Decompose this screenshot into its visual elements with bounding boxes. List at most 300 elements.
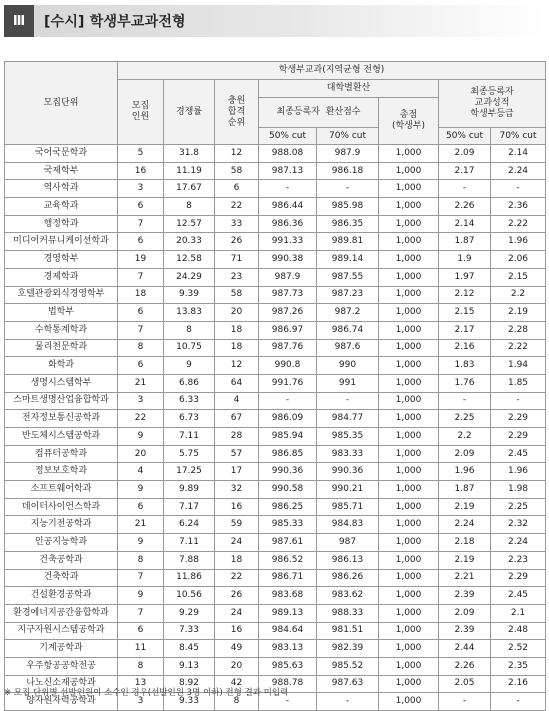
cell-score-70cut: 987 (317, 534, 379, 552)
cell-score-50cut: - (259, 693, 317, 711)
cell-grade-50cut: 2.25 (439, 410, 491, 428)
table-row (5, 622, 546, 640)
cell-score-70cut: 985.35 (317, 428, 379, 446)
cell-score-50cut: 991.33 (259, 233, 317, 251)
cell-grade-70cut: - (491, 693, 546, 711)
cell-competition-rate: 9.13 (164, 657, 215, 675)
cell-competition-rate: 10.75 (164, 339, 215, 357)
cell-competition-rate: 8 (164, 198, 215, 216)
cell-grade-50cut: 2.09 (439, 445, 491, 463)
cell-unit-name: 호텔관광외식경영학부 (5, 286, 118, 304)
cell-score-50cut: 987.9 (259, 268, 317, 286)
cell-quota: 3 (118, 180, 164, 198)
cell-waitlist-rank: 24 (215, 604, 259, 622)
cell-unit-name: 건축학과 (5, 569, 118, 587)
cell-total-score: 1,000 (379, 304, 439, 322)
cell-quota: 3 (118, 693, 164, 711)
cell-score-70cut: 983.33 (317, 445, 379, 463)
table-row (5, 233, 546, 251)
cell-unit-name: 지능기전공학과 (5, 516, 118, 534)
cell-grade-70cut: 2.22 (491, 339, 546, 357)
cell-unit-name: 물리천문학과 (5, 339, 118, 357)
cell-grade-70cut: - (491, 180, 546, 198)
cell-unit-name: 생명시스템학부 (5, 374, 118, 392)
cell-score-50cut: 986.97 (259, 321, 317, 339)
cell-score-50cut: 983.68 (259, 587, 317, 605)
cell-waitlist-rank: 57 (215, 445, 259, 463)
table-row (5, 428, 546, 446)
cell-score-70cut: 986.13 (317, 551, 379, 569)
cell-score-70cut: 987.23 (317, 286, 379, 304)
cell-total-score: 1,000 (379, 162, 439, 180)
cell-unit-name: 화학과 (5, 357, 118, 375)
cell-quota: 21 (118, 516, 164, 534)
header-total: 총점 (학생부) (379, 98, 439, 145)
cell-competition-rate: 12.57 (164, 215, 215, 233)
cell-competition-rate: 8.92 (164, 675, 215, 693)
cell-waitlist-rank: 26 (215, 587, 259, 605)
cell-waitlist-rank: 20 (215, 304, 259, 322)
cell-competition-rate: 9.89 (164, 481, 215, 499)
cell-quota: 7 (118, 569, 164, 587)
cell-waitlist-rank: 67 (215, 410, 259, 428)
cell-quota: 3 (118, 392, 164, 410)
cell-score-50cut: 991.76 (259, 374, 317, 392)
cell-total-score: 1,000 (379, 428, 439, 446)
cell-waitlist-rank: 59 (215, 516, 259, 534)
cell-competition-rate: 7.11 (164, 534, 215, 552)
cell-grade-50cut: - (439, 180, 491, 198)
cell-waitlist-rank: 8 (215, 693, 259, 711)
cell-score-50cut: 986.52 (259, 551, 317, 569)
table-row (5, 357, 546, 375)
table-row (5, 286, 546, 304)
cell-grade-70cut: 1.85 (491, 374, 546, 392)
cell-score-70cut: 987.9 (317, 145, 379, 163)
cell-waitlist-rank: 23 (215, 268, 259, 286)
cell-competition-rate: 10.56 (164, 587, 215, 605)
cell-quota: 6 (118, 304, 164, 322)
cell-competition-rate: 20.33 (164, 233, 215, 251)
cell-unit-name: 지구자원시스템공학과 (5, 622, 118, 640)
cell-unit-name: 데이터사이언스학과 (5, 498, 118, 516)
table-row (5, 569, 546, 587)
cell-grade-50cut: 2.21 (439, 569, 491, 587)
cell-grade-50cut: 2.2 (439, 428, 491, 446)
cell-unit-name: 기계공학과 (5, 640, 118, 658)
cell-unit-name: 건축공학과 (5, 551, 118, 569)
cell-quota: 21 (118, 374, 164, 392)
cell-waitlist-rank: 20 (215, 657, 259, 675)
table-row (5, 551, 546, 569)
cell-competition-rate: 8 (164, 321, 215, 339)
cell-grade-50cut: 2.17 (439, 321, 491, 339)
cell-score-70cut: 991 (317, 374, 379, 392)
cell-quota: 7 (118, 268, 164, 286)
cell-grade-50cut: 1.96 (439, 463, 491, 481)
table-row (5, 374, 546, 392)
cell-quota: 13 (118, 675, 164, 693)
cell-score-70cut: 982.39 (317, 640, 379, 658)
cell-waitlist-rank: 42 (215, 675, 259, 693)
cell-grade-50cut: 1.97 (439, 268, 491, 286)
cell-competition-rate: 9.29 (164, 604, 215, 622)
cell-grade-70cut: 2.29 (491, 410, 546, 428)
cell-total-score: 1,000 (379, 534, 439, 552)
cell-grade-50cut: 2.39 (439, 587, 491, 605)
cell-total-score: 1,000 (379, 587, 439, 605)
cell-waitlist-rank: 12 (215, 357, 259, 375)
cell-unit-name: 스마트생명산업융합학과 (5, 392, 118, 410)
table-row (5, 304, 546, 322)
cell-waitlist-rank: 58 (215, 162, 259, 180)
cell-grade-70cut: 2.52 (491, 640, 546, 658)
cell-unit-name: 정보보호학과 (5, 463, 118, 481)
cell-total-score: 1,000 (379, 551, 439, 569)
cell-grade-70cut: 1.98 (491, 481, 546, 499)
cell-quota: 18 (118, 286, 164, 304)
cell-unit-name: 교육학과 (5, 198, 118, 216)
cell-quota: 9 (118, 481, 164, 499)
cell-score-50cut: 985.33 (259, 516, 317, 534)
cell-unit-name: 법학부 (5, 304, 118, 322)
cell-waitlist-rank: 33 (215, 215, 259, 233)
cell-grade-70cut: 2.14 (491, 145, 546, 163)
cell-competition-rate: 17.67 (164, 180, 215, 198)
table-row (5, 251, 546, 269)
cell-waitlist-rank: 28 (215, 428, 259, 446)
cell-score-50cut: 985.94 (259, 428, 317, 446)
cell-total-score: 1,000 (379, 357, 439, 375)
admission-results-table (4, 61, 546, 711)
cell-unit-name: 경영학부 (5, 251, 118, 269)
cell-total-score: 1,000 (379, 445, 439, 463)
cell-total-score: 1,000 (379, 145, 439, 163)
cell-grade-50cut: 2.16 (439, 339, 491, 357)
table-row (5, 339, 546, 357)
cell-unit-name: 건설환경공학과 (5, 587, 118, 605)
cell-score-70cut: - (317, 180, 379, 198)
cell-quota: 4 (118, 463, 164, 481)
cell-grade-70cut: 1.96 (491, 233, 546, 251)
cell-score-70cut: 983.62 (317, 587, 379, 605)
cell-quota: 8 (118, 657, 164, 675)
table-row (5, 657, 546, 675)
table-row (5, 145, 546, 163)
cell-waitlist-rank: 18 (215, 551, 259, 569)
cell-unit-name: 나노신소재공학과 (5, 675, 118, 693)
cell-waitlist-rank: 22 (215, 198, 259, 216)
cell-quota: 6 (118, 198, 164, 216)
cell-competition-rate: 24.29 (164, 268, 215, 286)
cell-grade-70cut: 2.28 (491, 321, 546, 339)
cell-grade-50cut: 1.87 (439, 233, 491, 251)
cell-grade-50cut: 2.14 (439, 215, 491, 233)
cell-waitlist-rank: 64 (215, 374, 259, 392)
header-univ: 대학별환산 (259, 80, 439, 98)
cell-score-70cut: 981.51 (317, 622, 379, 640)
cell-grade-50cut: 2.26 (439, 198, 491, 216)
table-row (5, 321, 546, 339)
cell-unit-name: 경제학과 (5, 268, 118, 286)
cell-quota: 6 (118, 357, 164, 375)
cell-quota: 6 (118, 498, 164, 516)
cell-unit-name: 소프트웨어학과 (5, 481, 118, 499)
cell-unit-name: 행정학과 (5, 215, 118, 233)
cell-quota: 16 (118, 162, 164, 180)
header-quota: 모집 인원 (118, 80, 164, 145)
cell-grade-70cut: 2.19 (491, 304, 546, 322)
cell-grade-70cut: 2.32 (491, 516, 546, 534)
cell-total-score: 1,000 (379, 410, 439, 428)
cell-score-50cut: 990.8 (259, 357, 317, 375)
cell-score-70cut: 985.52 (317, 657, 379, 675)
cell-quota: 9 (118, 534, 164, 552)
table-row (5, 463, 546, 481)
cell-score-70cut: 986.74 (317, 321, 379, 339)
header-grade: 최종등록자 교과성적 학생부등급 (439, 80, 546, 128)
cell-grade-70cut: 1.94 (491, 357, 546, 375)
header-score-50cut: 50% cut (259, 128, 317, 145)
cell-score-70cut: 986.26 (317, 569, 379, 587)
cell-competition-rate: 7.17 (164, 498, 215, 516)
cell-waitlist-rank: 26 (215, 233, 259, 251)
cell-score-50cut: 986.25 (259, 498, 317, 516)
cell-waitlist-rank: 49 (215, 640, 259, 658)
cell-competition-rate: 6.24 (164, 516, 215, 534)
cell-quota: 22 (118, 410, 164, 428)
cell-score-50cut: 986.09 (259, 410, 317, 428)
header-score-70cut: 70% cut (317, 128, 379, 145)
cell-score-50cut: - (259, 180, 317, 198)
cell-grade-70cut: 2.29 (491, 428, 546, 446)
cell-quota: 8 (118, 551, 164, 569)
cell-score-50cut: 989.13 (259, 604, 317, 622)
cell-score-70cut: 989.14 (317, 251, 379, 269)
cell-score-50cut: 990.36 (259, 463, 317, 481)
cell-grade-70cut: 2.24 (491, 534, 546, 552)
cell-grade-50cut: 2.17 (439, 162, 491, 180)
section-number: Ⅲ (4, 5, 34, 37)
cell-grade-70cut: 2.36 (491, 198, 546, 216)
cell-unit-name: 반도체시스템공학과 (5, 428, 118, 446)
cell-score-70cut: 990.21 (317, 481, 379, 499)
cell-total-score: 1,000 (379, 374, 439, 392)
cell-grade-50cut: 2.26 (439, 657, 491, 675)
cell-grade-50cut: 2.15 (439, 304, 491, 322)
cell-score-50cut: 986.71 (259, 569, 317, 587)
cell-total-score: 1,000 (379, 392, 439, 410)
cell-grade-50cut: 1.9 (439, 251, 491, 269)
header-rank: 충원 합격 순위 (215, 80, 259, 145)
cell-quota: 19 (118, 251, 164, 269)
cell-grade-70cut: 2.23 (491, 551, 546, 569)
cell-quota: 7 (118, 604, 164, 622)
cell-competition-rate: 7.33 (164, 622, 215, 640)
cell-quota: 7 (118, 215, 164, 233)
cell-competition-rate: 6.73 (164, 410, 215, 428)
cell-quota: 9 (118, 428, 164, 446)
table-row (5, 410, 546, 428)
table-row (5, 587, 546, 605)
header-rate: 경쟁률 (164, 80, 215, 145)
cell-score-70cut: 986.35 (317, 215, 379, 233)
cell-total-score: 1,000 (379, 498, 439, 516)
cell-score-70cut: 984.83 (317, 516, 379, 534)
cell-grade-50cut: 2.19 (439, 498, 491, 516)
cell-score-50cut: 987.61 (259, 534, 317, 552)
cell-grade-50cut: 2.24 (439, 516, 491, 534)
cell-grade-70cut: 2.15 (491, 268, 546, 286)
cell-grade-70cut: 2.25 (491, 498, 546, 516)
cell-score-70cut: 984.77 (317, 410, 379, 428)
table-row (5, 534, 546, 552)
cell-score-70cut: - (317, 693, 379, 711)
table-row (5, 640, 546, 658)
cell-total-score: 1,000 (379, 339, 439, 357)
cell-grade-70cut: 2.24 (491, 162, 546, 180)
cell-waitlist-rank: 22 (215, 569, 259, 587)
cell-unit-name: 역사학과 (5, 180, 118, 198)
cell-grade-70cut: 2.2 (491, 286, 546, 304)
cell-total-score: 1,000 (379, 180, 439, 198)
cell-score-50cut: - (259, 392, 317, 410)
table-row (5, 180, 546, 198)
footnote: ※ 모집 단위별 선발인원이 소수인 경우(선발인원 3명 이하) 전형 결과 미입력 (4, 688, 289, 698)
cell-grade-70cut: 2.06 (491, 251, 546, 269)
cell-grade-50cut: 2.19 (439, 551, 491, 569)
cell-grade-70cut: 2.29 (491, 569, 546, 587)
cell-competition-rate: 11.86 (164, 569, 215, 587)
cell-unit-name: 양자원자력공학과 (5, 693, 118, 711)
cell-total-score: 1,000 (379, 463, 439, 481)
cell-waitlist-rank: 16 (215, 622, 259, 640)
cell-grade-50cut: 2.44 (439, 640, 491, 658)
cell-waitlist-rank: 71 (215, 251, 259, 269)
cell-grade-70cut: 2.16 (491, 675, 546, 693)
cell-score-70cut: 985.98 (317, 198, 379, 216)
cell-grade-50cut: 1.87 (439, 481, 491, 499)
cell-total-score: 1,000 (379, 640, 439, 658)
cell-grade-70cut: 2.1 (491, 604, 546, 622)
cell-quota: 20 (118, 445, 164, 463)
cell-total-score: 1,000 (379, 251, 439, 269)
cell-competition-rate: 17.25 (164, 463, 215, 481)
cell-quota: 6 (118, 622, 164, 640)
cell-total-score: 1,000 (379, 268, 439, 286)
table-row (5, 198, 546, 216)
header-group: 학생부교과(지역균형 전형) (118, 62, 546, 80)
cell-score-70cut: 987.63 (317, 675, 379, 693)
cell-competition-rate: 11.19 (164, 162, 215, 180)
cell-unit-name: 우주항공공학전공 (5, 657, 118, 675)
cell-competition-rate: 12.58 (164, 251, 215, 269)
cell-score-70cut: 987.55 (317, 268, 379, 286)
table-row (5, 516, 546, 534)
cell-score-50cut: 986.44 (259, 198, 317, 216)
table-row (5, 481, 546, 499)
cell-total-score: 1,000 (379, 675, 439, 693)
cell-grade-50cut: 1.76 (439, 374, 491, 392)
cell-grade-50cut: - (439, 392, 491, 410)
cell-score-50cut: 985.63 (259, 657, 317, 675)
cell-score-50cut: 986.85 (259, 445, 317, 463)
cell-competition-rate: 13.83 (164, 304, 215, 322)
cell-score-70cut: 986.18 (317, 162, 379, 180)
cell-total-score: 1,000 (379, 657, 439, 675)
cell-waitlist-rank: 18 (215, 339, 259, 357)
cell-total-score: 1,000 (379, 233, 439, 251)
cell-competition-rate: 7.88 (164, 551, 215, 569)
cell-quota: 7 (118, 321, 164, 339)
cell-waitlist-rank: 6 (215, 180, 259, 198)
table-row (5, 392, 546, 410)
cell-grade-50cut: 2.09 (439, 145, 491, 163)
cell-score-70cut: 990 (317, 357, 379, 375)
cell-competition-rate: 9.39 (164, 286, 215, 304)
cell-competition-rate: 31.8 (164, 145, 215, 163)
cell-unit-name: 환경에너지공간융합학과 (5, 604, 118, 622)
cell-score-50cut: 988.78 (259, 675, 317, 693)
cell-grade-70cut: 2.45 (491, 445, 546, 463)
cell-waitlist-rank: 18 (215, 321, 259, 339)
cell-score-50cut: 984.64 (259, 622, 317, 640)
cell-competition-rate: 7.11 (164, 428, 215, 446)
cell-unit-name: 국제학부 (5, 162, 118, 180)
cell-competition-rate: 6.86 (164, 374, 215, 392)
cell-grade-70cut: 2.48 (491, 622, 546, 640)
cell-score-70cut: 988.33 (317, 604, 379, 622)
cell-waitlist-rank: 32 (215, 481, 259, 499)
cell-grade-50cut: 2.18 (439, 534, 491, 552)
cell-competition-rate: 9.33 (164, 693, 215, 711)
header-grade-70cut: 70% cut (491, 128, 546, 145)
cell-waitlist-rank: 17 (215, 463, 259, 481)
cell-competition-rate: 5.75 (164, 445, 215, 463)
cell-quota: 6 (118, 233, 164, 251)
cell-quota: 5 (118, 145, 164, 163)
cell-unit-name: 인공지능학과 (5, 534, 118, 552)
table-row (5, 445, 546, 463)
cell-score-70cut: 987.6 (317, 339, 379, 357)
cell-score-70cut: 990.36 (317, 463, 379, 481)
cell-total-score: 1,000 (379, 215, 439, 233)
cell-grade-70cut: 1.96 (491, 463, 546, 481)
header-grade-50cut: 50% cut (439, 128, 491, 145)
header-unit: 모집단위 (5, 62, 118, 145)
cell-waitlist-rank: 58 (215, 286, 259, 304)
cell-total-score: 1,000 (379, 286, 439, 304)
cell-total-score: 1,000 (379, 622, 439, 640)
table-row (5, 604, 546, 622)
cell-competition-rate: 6.33 (164, 392, 215, 410)
cell-score-70cut: 985.71 (317, 498, 379, 516)
cell-grade-70cut: 2.45 (491, 587, 546, 605)
cell-grade-70cut: 2.35 (491, 657, 546, 675)
cell-total-score: 1,000 (379, 516, 439, 534)
cell-unit-name: 전자정보통신공학과 (5, 410, 118, 428)
cell-waitlist-rank: 24 (215, 534, 259, 552)
cell-score-50cut: 987.76 (259, 339, 317, 357)
cell-grade-70cut: 2.22 (491, 215, 546, 233)
cell-score-50cut: 987.73 (259, 286, 317, 304)
cell-grade-50cut: 2.05 (439, 675, 491, 693)
section-title: [수시] 학생부교과전형 (44, 14, 186, 30)
cell-unit-name: 국어국문학과 (5, 145, 118, 163)
cell-quota: 8 (118, 339, 164, 357)
cell-score-70cut: 987.2 (317, 304, 379, 322)
cell-score-50cut: 988.08 (259, 145, 317, 163)
